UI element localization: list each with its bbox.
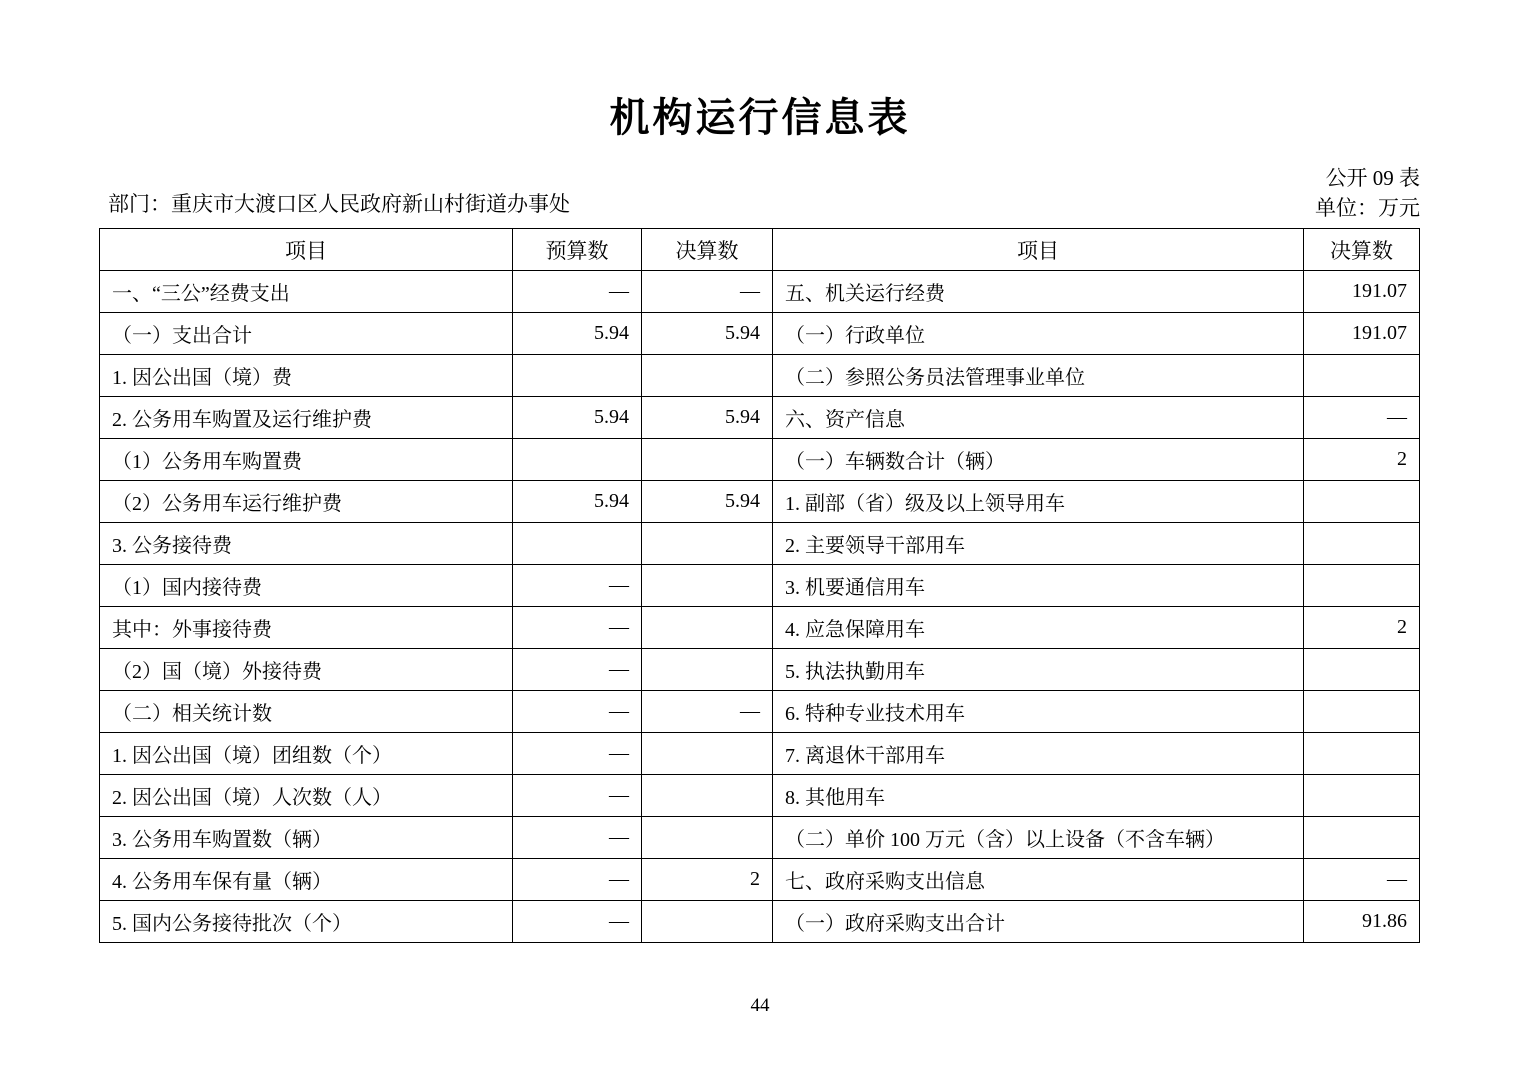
row-label-right: 2. 主要领导干部用车	[773, 523, 1304, 565]
column-header-budget: 预算数	[513, 229, 642, 271]
row-label-left: 其中：外事接待费	[100, 607, 513, 649]
row-label-right: （二）参照公务员法管理事业单位	[773, 355, 1304, 397]
row-budget-value	[513, 523, 642, 565]
table-row	[100, 607, 1420, 649]
row-final-value: 5.94	[642, 481, 773, 523]
page-number: 44	[750, 995, 770, 1016]
row-budget-value	[513, 355, 642, 397]
table-row	[100, 901, 1420, 943]
row-budget-value: —	[513, 775, 642, 817]
header-meta-right	[1315, 163, 1420, 223]
row-label-left: 5. 国内公务接待批次（个）	[100, 901, 513, 943]
row-final-value-right	[1304, 691, 1420, 733]
row-final-value-right	[1304, 817, 1420, 859]
column-header-final-right: 决算数	[1304, 229, 1420, 271]
row-label-right: （一）行政单位	[773, 313, 1304, 355]
department-line: 部门：重庆市大渡口区人民政府新山村街道办事处	[108, 192, 570, 216]
column-header-item-right: 项目	[773, 229, 1304, 271]
table-row	[100, 691, 1420, 733]
table-body	[100, 271, 1420, 943]
row-final-value-right: 191.07	[1304, 313, 1420, 355]
row-budget-value: —	[513, 271, 642, 313]
row-label-left: 一、“三公”经费支出	[100, 271, 513, 313]
row-final-value-right	[1304, 565, 1420, 607]
table-row	[100, 733, 1420, 775]
row-label-right: 五、机关运行经费	[773, 271, 1304, 313]
table-row	[100, 313, 1420, 355]
row-final-value-right: 91.86	[1304, 901, 1420, 943]
table-row	[100, 355, 1420, 397]
row-budget-value: —	[513, 565, 642, 607]
row-label-left: 1. 因公出国（境）费	[100, 355, 513, 397]
table-row	[100, 481, 1420, 523]
row-budget-value	[513, 439, 642, 481]
row-label-right: （二）单价 100 万元（含）以上设备（不含车辆）	[773, 817, 1304, 859]
row-label-right: （一）车辆数合计（辆）	[773, 439, 1304, 481]
row-label-right: （一）政府采购支出合计	[773, 901, 1304, 943]
row-label-left: 4. 公务用车保有量（辆）	[100, 859, 513, 901]
row-final-value-right	[1304, 355, 1420, 397]
row-final-value-right: —	[1304, 397, 1420, 439]
budget-table-container	[99, 228, 1419, 943]
table-row	[100, 439, 1420, 481]
row-final-value	[642, 607, 773, 649]
row-label-right: 七、政府采购支出信息	[773, 859, 1304, 901]
table-row	[100, 271, 1420, 313]
row-label-right: 8. 其他用车	[773, 775, 1304, 817]
row-label-left: （2）公务用车运行维护费	[100, 481, 513, 523]
row-label-left: 3. 公务用车购置数（辆）	[100, 817, 513, 859]
row-label-left: （2）国（境）外接待费	[100, 649, 513, 691]
row-final-value	[642, 775, 773, 817]
row-budget-value: —	[513, 649, 642, 691]
row-final-value-right	[1304, 649, 1420, 691]
row-final-value: 5.94	[642, 313, 773, 355]
row-label-right: 6. 特种专业技术用车	[773, 691, 1304, 733]
table-row	[100, 523, 1420, 565]
row-final-value-right	[1304, 481, 1420, 523]
table-row	[100, 775, 1420, 817]
column-header-item-left: 项目	[100, 229, 513, 271]
row-final-value-right	[1304, 733, 1420, 775]
page-title: 机构运行信息表	[609, 96, 911, 140]
unit-note: 单位：万元	[1315, 196, 1420, 220]
budget-table	[99, 228, 1420, 943]
table-row	[100, 859, 1420, 901]
row-final-value: —	[642, 691, 773, 733]
row-final-value: 2	[642, 859, 773, 901]
row-label-right: 4. 应急保障用车	[773, 607, 1304, 649]
row-budget-value: —	[513, 859, 642, 901]
row-label-left: （1）国内接待费	[100, 565, 513, 607]
row-final-value	[642, 817, 773, 859]
table-row	[100, 817, 1420, 859]
row-final-value-right: 2	[1304, 439, 1420, 481]
row-label-right: 7. 离退休干部用车	[773, 733, 1304, 775]
row-label-left: 1. 因公出国（境）团组数（个）	[100, 733, 513, 775]
row-label-left: （二）相关统计数	[100, 691, 513, 733]
row-label-right: 3. 机要通信用车	[773, 565, 1304, 607]
row-final-value-right: 2	[1304, 607, 1420, 649]
row-final-value	[642, 565, 773, 607]
row-budget-value: 5.94	[513, 397, 642, 439]
table-header-row	[100, 229, 1420, 271]
row-final-value	[642, 523, 773, 565]
table-row	[100, 649, 1420, 691]
row-final-value	[642, 901, 773, 943]
row-final-value	[642, 439, 773, 481]
table-row	[100, 565, 1420, 607]
row-label-right: 六、资产信息	[773, 397, 1304, 439]
row-budget-value: 5.94	[513, 313, 642, 355]
row-final-value-right	[1304, 523, 1420, 565]
row-budget-value: —	[513, 607, 642, 649]
row-final-value	[642, 649, 773, 691]
row-budget-value: —	[513, 733, 642, 775]
column-header-final: 决算数	[642, 229, 773, 271]
row-final-value: 5.94	[642, 397, 773, 439]
row-final-value-right	[1304, 775, 1420, 817]
table-row	[100, 397, 1420, 439]
row-label-left: （1）公务用车购置费	[100, 439, 513, 481]
row-label-left: 2. 公务用车购置及运行维护费	[100, 397, 513, 439]
row-budget-value: 5.94	[513, 481, 642, 523]
row-budget-value: —	[513, 817, 642, 859]
row-budget-value: —	[513, 901, 642, 943]
row-final-value-right: 191.07	[1304, 271, 1420, 313]
row-label-left: 3. 公务接待费	[100, 523, 513, 565]
row-final-value: —	[642, 271, 773, 313]
row-budget-value: —	[513, 691, 642, 733]
row-final-value	[642, 733, 773, 775]
row-label-right: 1. 副部（省）级及以上领导用车	[773, 481, 1304, 523]
row-label-left: （一）支出合计	[100, 313, 513, 355]
row-final-value	[642, 355, 773, 397]
form-number: 公开 09 表	[1325, 166, 1420, 190]
row-label-right: 5. 执法执勤用车	[773, 649, 1304, 691]
row-final-value-right: —	[1304, 859, 1420, 901]
row-label-left: 2. 因公出国（境）人次数（人）	[100, 775, 513, 817]
